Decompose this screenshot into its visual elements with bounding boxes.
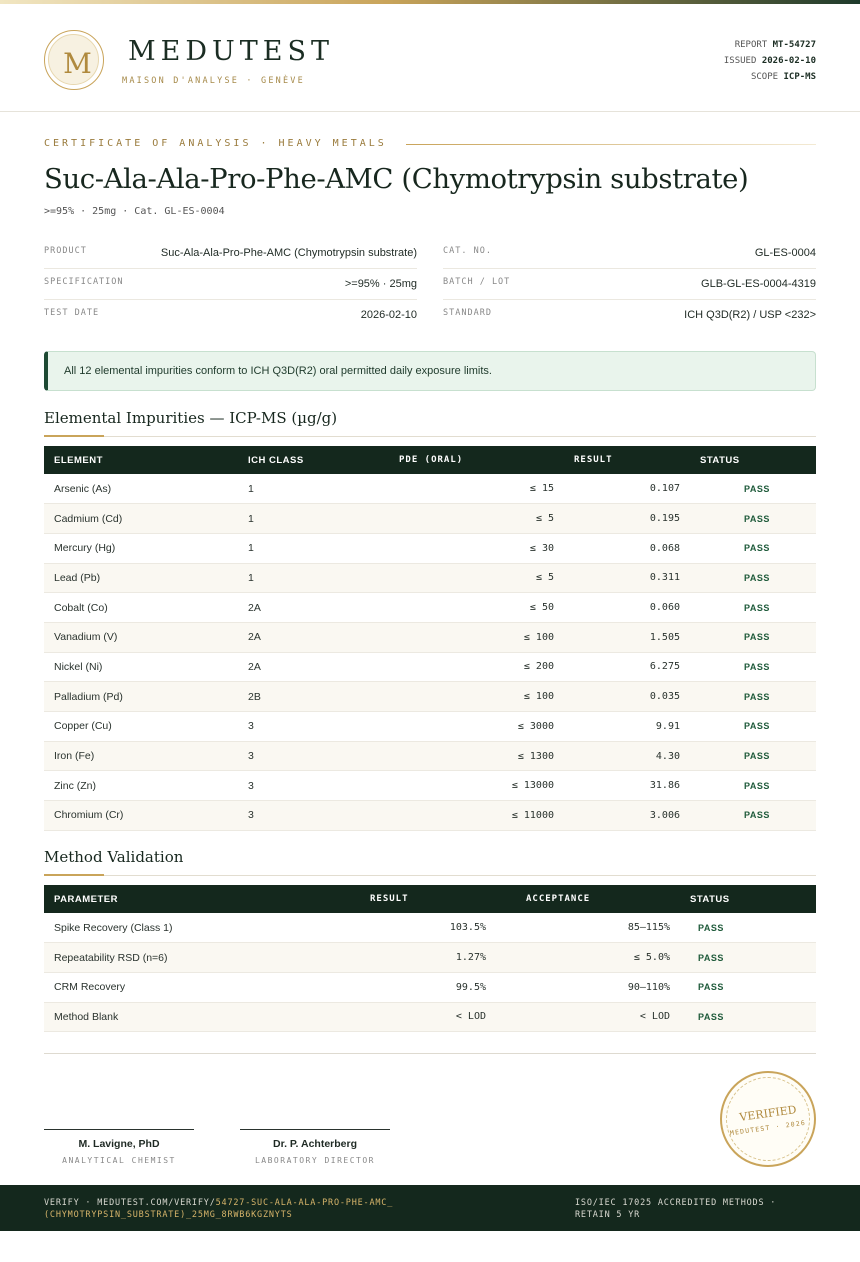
element-cell: Cadmium (Cd) bbox=[44, 504, 238, 534]
info-row bbox=[44, 300, 417, 331]
table-row bbox=[44, 533, 816, 563]
status-badge: PASS bbox=[690, 771, 816, 801]
info-row bbox=[443, 238, 816, 269]
info-row bbox=[443, 300, 816, 331]
report-meta: REPORT MT-54727 ISSUED 2026-02-10 SCOPE ICP-MS bbox=[723, 40, 816, 82]
signature-director bbox=[240, 1129, 390, 1165]
scope: ICP-MS bbox=[783, 72, 816, 82]
pde-cell: ≤ 15 bbox=[389, 474, 564, 504]
table-row bbox=[44, 474, 816, 504]
logo-letter: M bbox=[63, 47, 92, 80]
info-row bbox=[443, 269, 816, 300]
pde-cell: ≤ 5 bbox=[389, 563, 564, 593]
info-label: BATCH / LOT bbox=[443, 277, 511, 287]
info-row bbox=[44, 238, 417, 269]
table-row bbox=[44, 593, 816, 623]
pde-cell: ≤ 100 bbox=[389, 682, 564, 712]
result-cell: 0.107 bbox=[564, 474, 690, 504]
page-subtitle: >=95% · 25mg · Cat. GL-ES-0004 bbox=[44, 206, 225, 217]
table-row bbox=[44, 771, 816, 801]
pde-cell: ≤ 200 bbox=[389, 652, 564, 682]
table-row bbox=[44, 504, 816, 534]
parameter-cell: CRM Recovery bbox=[44, 972, 274, 1002]
col-acceptance: ACCEPTANCE bbox=[526, 894, 591, 904]
validation-title: Method Validation bbox=[44, 848, 184, 866]
status-badge: PASS bbox=[690, 622, 816, 652]
element-cell: Iron (Fe) bbox=[44, 741, 238, 771]
info-label: CAT. NO. bbox=[443, 246, 492, 256]
table-row bbox=[44, 741, 816, 771]
element-cell: Zinc (Zn) bbox=[44, 771, 238, 801]
acceptance-cell: 85–115% bbox=[496, 913, 680, 943]
table-row bbox=[44, 801, 816, 831]
result-cell: 1.505 bbox=[564, 622, 690, 652]
result-cell: 0.035 bbox=[564, 682, 690, 712]
table-row bbox=[44, 712, 816, 742]
signature-role: LABORATORY DIRECTOR bbox=[254, 1156, 375, 1165]
col-status: STATUS bbox=[700, 454, 740, 466]
info-label: PRODUCT bbox=[44, 246, 87, 256]
table-row bbox=[44, 563, 816, 593]
status-badge: PASS bbox=[680, 972, 816, 1002]
info-row bbox=[44, 269, 417, 300]
table-header-row bbox=[44, 446, 816, 474]
status-badge: PASS bbox=[680, 1002, 816, 1032]
page-title: Suc-Ala-Ala-Pro-Phe-AMC (Chymotrypsin substrate) bbox=[44, 163, 749, 195]
info-label: STANDARD bbox=[443, 308, 492, 318]
element-cell: Cobalt (Co) bbox=[44, 593, 238, 623]
table-header-row bbox=[44, 885, 816, 913]
pde-cell: ≤ 11000 bbox=[389, 801, 564, 831]
val-result-cell: 103.5% bbox=[274, 913, 496, 943]
col-val-result: RESULT bbox=[370, 894, 409, 904]
pde-cell: ≤ 1300 bbox=[389, 741, 564, 771]
table-row bbox=[44, 913, 816, 943]
banner-text: All 12 elemental impurities conform to ICH Q3D(R2) oral permitted daily exposure limits. bbox=[64, 365, 492, 377]
logo bbox=[44, 30, 104, 90]
status-badge: PASS bbox=[690, 712, 816, 742]
status-badge: PASS bbox=[690, 563, 816, 593]
conformance-banner bbox=[44, 351, 816, 391]
verified-seal bbox=[720, 1071, 816, 1167]
status-badge: PASS bbox=[690, 682, 816, 712]
table-row bbox=[44, 972, 816, 1002]
pde-cell: ≤ 13000 bbox=[389, 771, 564, 801]
ich-class-cell: 1 bbox=[238, 533, 389, 563]
brand-name: MEDUTEST bbox=[128, 36, 334, 67]
status-badge: PASS bbox=[690, 474, 816, 504]
parameter-cell: Repeatability RSD (n=6) bbox=[44, 943, 274, 973]
acceptance-cell: 90–110% bbox=[496, 972, 680, 1002]
status-badge: PASS bbox=[690, 593, 816, 623]
table-row bbox=[44, 652, 816, 682]
info-left bbox=[44, 238, 417, 331]
element-cell: Palladium (Pd) bbox=[44, 682, 238, 712]
impurities-rule bbox=[44, 436, 816, 437]
result-cell: 0.311 bbox=[564, 563, 690, 593]
eyebrow-divider bbox=[406, 144, 816, 145]
result-cell: 0.060 bbox=[564, 593, 690, 623]
table-row bbox=[44, 622, 816, 652]
col-val-status: STATUS bbox=[690, 893, 730, 905]
table-row bbox=[44, 1002, 816, 1032]
acceptance-cell: < LOD bbox=[496, 1002, 680, 1032]
element-cell: Copper (Cu) bbox=[44, 712, 238, 742]
status-badge: PASS bbox=[690, 801, 816, 831]
status-badge: PASS bbox=[680, 913, 816, 943]
info-value: ICH Q3D(R2) / USP <232> bbox=[684, 309, 816, 321]
certificate-eyebrow: CERTIFICATE OF ANALYSIS · HEAVY METALS bbox=[44, 138, 387, 149]
table-row bbox=[44, 682, 816, 712]
info-right bbox=[443, 238, 816, 331]
ich-class-cell: 3 bbox=[238, 712, 389, 742]
result-cell: 9.91 bbox=[564, 712, 690, 742]
impurities-title: Elemental Impurities — ICP-MS (µg/g) bbox=[44, 409, 338, 427]
element-cell: Nickel (Ni) bbox=[44, 652, 238, 682]
ich-class-cell: 3 bbox=[238, 771, 389, 801]
ich-class-cell: 2A bbox=[238, 652, 389, 682]
pde-cell: ≤ 100 bbox=[389, 622, 564, 652]
ich-class-cell: 1 bbox=[238, 504, 389, 534]
acceptance-cell: ≤ 5.0% bbox=[496, 943, 680, 973]
info-label: SPECIFICATION bbox=[44, 277, 124, 287]
col-result: RESULT bbox=[574, 455, 613, 465]
page-header bbox=[0, 4, 860, 112]
val-result-cell: 1.27% bbox=[274, 943, 496, 973]
brand-tagline: MAISON D'ANALYSE · GENÈVE bbox=[122, 76, 305, 86]
validation-table bbox=[44, 885, 816, 1032]
element-cell: Chromium (Cr) bbox=[44, 801, 238, 831]
info-value: Suc-Ala-Ala-Pro-Phe-AMC (Chymotrypsin substrate) bbox=[160, 247, 417, 259]
eyebrow-row bbox=[44, 138, 816, 152]
ich-class-cell: 1 bbox=[238, 563, 389, 593]
impurities-table bbox=[44, 446, 816, 831]
parameter-cell: Spike Recovery (Class 1) bbox=[44, 913, 274, 943]
status-badge: PASS bbox=[690, 504, 816, 534]
parameter-cell: Method Blank bbox=[44, 1002, 274, 1032]
status-badge: PASS bbox=[690, 652, 816, 682]
element-cell: Vanadium (V) bbox=[44, 622, 238, 652]
info-value: >=95% · 25mg bbox=[344, 278, 417, 290]
ich-class-cell: 2A bbox=[238, 622, 389, 652]
iso-note: ISO/IEC 17025 ACCREDITED METHODS · RETAIN 5 YR bbox=[575, 1198, 777, 1220]
result-cell: 31.86 bbox=[564, 771, 690, 801]
ich-class-cell: 1 bbox=[238, 474, 389, 504]
seal-word: VERIFIED bbox=[738, 1103, 798, 1124]
val-result-cell: < LOD bbox=[274, 1002, 496, 1032]
pde-cell: ≤ 50 bbox=[389, 593, 564, 623]
val-result-cell: 99.5% bbox=[274, 972, 496, 1002]
ich-class-cell: 3 bbox=[238, 741, 389, 771]
info-value: GL-ES-0004 bbox=[754, 247, 816, 259]
result-cell: 0.195 bbox=[564, 504, 690, 534]
signature-divider bbox=[44, 1053, 816, 1054]
col-element: ELEMENT bbox=[54, 454, 103, 466]
signature-name: M. Lavigne, PhD bbox=[78, 1138, 160, 1150]
col-parameter: PARAMETER bbox=[54, 893, 118, 905]
ich-class-cell: 2A bbox=[238, 593, 389, 623]
signature-name: Dr. P. Achterberg bbox=[272, 1138, 358, 1150]
page-footer bbox=[0, 1185, 860, 1231]
info-label: TEST DATE bbox=[44, 308, 100, 318]
issued-date: 2026-02-10 bbox=[761, 56, 816, 66]
result-cell: 6.275 bbox=[564, 652, 690, 682]
ich-class-cell: 3 bbox=[238, 801, 389, 831]
status-badge: PASS bbox=[680, 943, 816, 973]
verify-code: 54727-SUC-ALA-ALA-PRO-PHE-AMC_(CHYMOTRYPSIN_SUBSTRATE)_25MG_8RWB6KGZNYTS bbox=[44, 1198, 394, 1220]
signature-role: ANALYTICAL CHEMIST bbox=[62, 1156, 176, 1165]
result-cell: 4.30 bbox=[564, 741, 690, 771]
status-badge: PASS bbox=[690, 741, 816, 771]
table-row bbox=[44, 943, 816, 973]
element-cell: Mercury (Hg) bbox=[44, 533, 238, 563]
status-badge: PASS bbox=[690, 533, 816, 563]
result-cell: 3.006 bbox=[564, 801, 690, 831]
col-pde: PDE (ORAL) bbox=[399, 455, 464, 465]
report-id: MT-54727 bbox=[772, 40, 816, 50]
verify-link[interactable]: VERIFY · MEDUTEST.COM/VERIFY/54727-SUC-ALA-ALA-PRO-PHE-AMC_(CHYMOTRYPSIN_SUBSTRATE)_25MG_8RWB6KGZNYTS bbox=[44, 1198, 394, 1220]
element-cell: Arsenic (As) bbox=[44, 474, 238, 504]
ich-class-cell: 2B bbox=[238, 682, 389, 712]
signature-analyst bbox=[44, 1129, 194, 1165]
col-ich-class: ICH CLASS bbox=[248, 454, 304, 466]
result-cell: 0.068 bbox=[564, 533, 690, 563]
pde-cell: ≤ 5 bbox=[389, 504, 564, 534]
info-value: GLB-GL-ES-0004-4319 bbox=[701, 278, 816, 290]
validation-rule bbox=[44, 875, 816, 876]
element-cell: Lead (Pb) bbox=[44, 563, 238, 593]
pde-cell: ≤ 3000 bbox=[389, 712, 564, 742]
info-value: 2026-02-10 bbox=[360, 309, 417, 321]
pde-cell: ≤ 30 bbox=[389, 533, 564, 563]
seal-year: MEDUTEST · 2026 bbox=[729, 1118, 807, 1138]
